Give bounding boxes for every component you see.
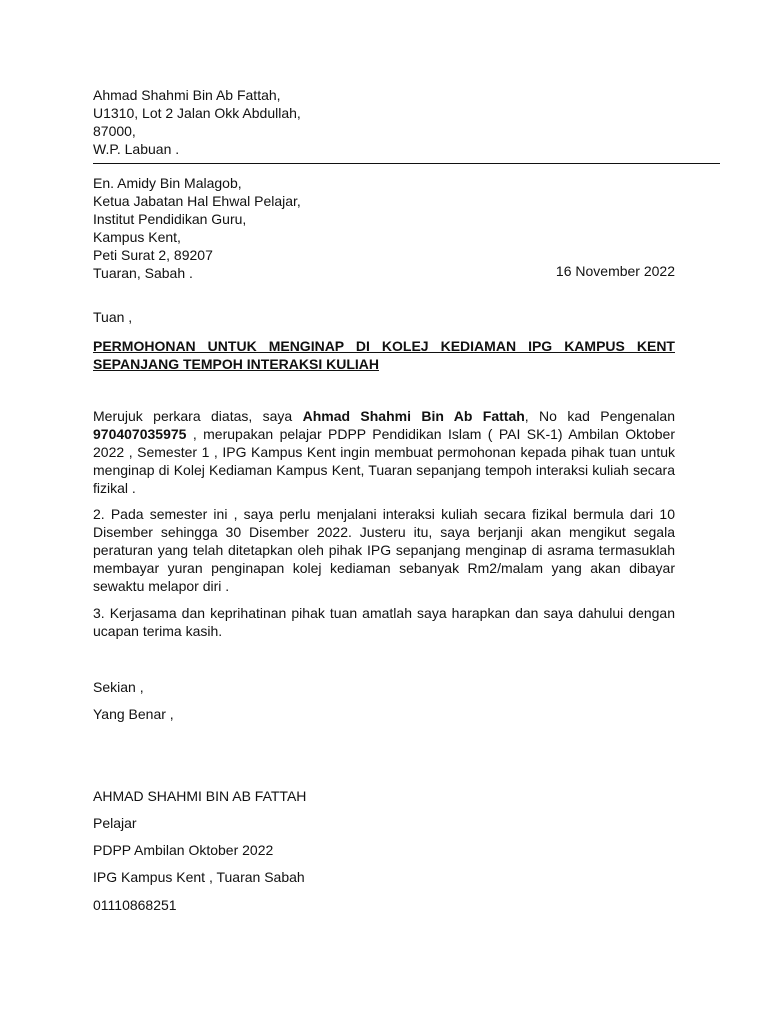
sender-state: W.P. Labuan .	[93, 141, 180, 157]
paragraph-2	[93, 505, 675, 595]
paragraph-1	[93, 407, 675, 497]
salutation: Tuan ,	[93, 309, 133, 325]
paragraph-2-line-1: 2. Pada semester ini , saya perlu menjalani interaksi kuliah secara fizikal bermula dari 10	[93, 506, 675, 522]
sender-name: Ahmad Shahmi Bin Ab Fattah,	[93, 87, 281, 103]
recipient-campus: Kampus Kent,	[93, 229, 181, 245]
paragraph-2-line-2: Disember sehingga 30 Disember 2022. Justeru itu, saya berjanji akan mengikut segala	[93, 524, 675, 540]
subject-heading	[93, 337, 675, 373]
closing-yang-benar: Yang Benar ,	[93, 706, 174, 722]
sender-address-line: U1310, Lot 2 Jalan Okk Abdullah,	[93, 105, 301, 121]
signatory-campus: IPG Kampus Kent , Tuaran Sabah	[93, 869, 305, 885]
signatory-phone: 01110868251	[93, 897, 177, 913]
paragraph-2-line-5: sewaktu melapor diri .	[93, 578, 230, 594]
header-divider	[93, 163, 720, 164]
signatory-role: Pelajar	[93, 815, 137, 831]
paragraph-3	[93, 604, 675, 640]
subject-line-1: PERMOHONAN UNTUK MENGINAP DI KOLEJ KEDIAMAN IPG KAMPUS KENT	[93, 338, 675, 354]
recipient-city: Tuaran, Sabah .	[93, 265, 193, 281]
paragraph-1-line-1	[93, 407, 675, 425]
p1-text-after: , No kad Pengenalan	[524, 408, 675, 424]
paragraph-2-line-3: peraturan yang telah ditetapkan oleh pihak IPG sepanjang menginap di asrama termasuklah	[93, 542, 675, 558]
paragraph-3-line-1: 3. Kerjasama dan keprihatinan pihak tuan amatlah saya harapkan dan saya dahului dengan	[93, 605, 675, 621]
recipient-institution: Institut Pendidikan Guru,	[93, 211, 247, 227]
paragraph-1-line-4: menginap di Kolej Kediaman Kampus Kent, Tuaran sepanjang tempoh interaksi kuliah secara	[93, 462, 675, 478]
recipient-pobox: Peti Surat 2, 89207	[93, 247, 213, 263]
letter-date: 16 November 2022	[555, 263, 675, 279]
recipient-title: Ketua Jabatan Hal Ehwal Pelajar,	[93, 193, 301, 209]
paragraph-3-line-2: ucapan terima kasih.	[93, 623, 223, 639]
paragraph-1-line-2	[93, 425, 675, 443]
sender-address	[93, 86, 675, 158]
p1-ic-number: 970407035975	[93, 426, 187, 442]
paragraph-1-line-5: fizikal .	[93, 480, 136, 496]
closing-sekian: Sekian ,	[93, 679, 144, 695]
p1-text-2: , merupakan pelajar PDPP Pendidikan Islam ( PAI SK-1) Ambilan Oktober	[186, 426, 675, 442]
p1-bold-name: Ahmad Shahmi Bin Ab Fattah	[302, 408, 525, 424]
p1-text: Merujuk perkara diatas, saya	[93, 408, 303, 424]
signatory-name: AHMAD SHAHMI BIN AB FATTAH	[93, 788, 307, 804]
recipient-name: En. Amidy Bin Malagob,	[93, 175, 242, 191]
paragraph-1-line-3: 2022 , Semester 1 , IPG Kampus Kent ingin membuat permohonan kepada pihak tuan untuk	[93, 444, 675, 460]
subject-line-2: SEPANJANG TEMPOH INTERAKSI KULIAH	[93, 356, 379, 372]
paragraph-2-line-4: membayar yuran penginapan kolej kediaman sebanyak Rm2/malam yang akan dibayar	[93, 560, 675, 576]
signatory-program: PDPP Ambilan Oktober 2022	[93, 842, 274, 858]
sender-postcode: 87000,	[93, 123, 136, 139]
